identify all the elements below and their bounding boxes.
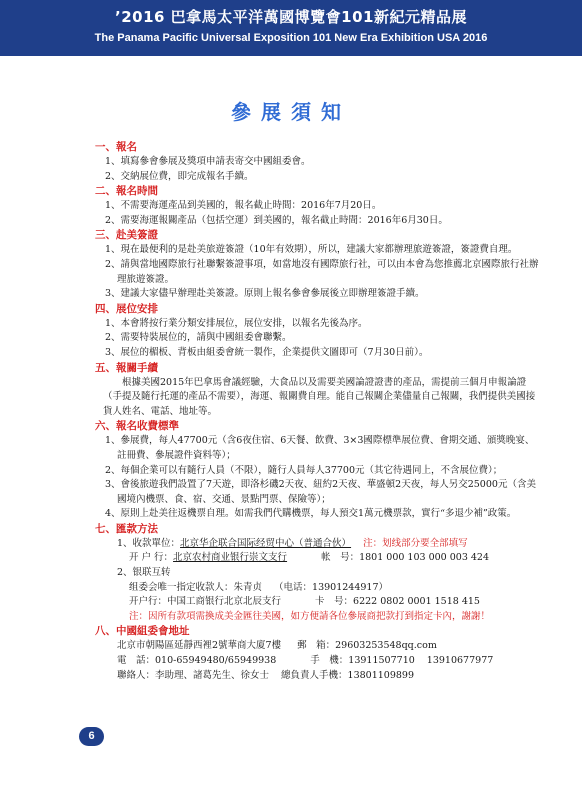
email-value: 29603253548qq.com <box>335 640 437 652</box>
banner-title-english: The Panama Pacific Universal Exposition 101 New Era Exhibition USA 2016 <box>94 32 488 44</box>
header-banner <box>0 0 582 56</box>
list-item: 3、會後旅遊我們設置了7天遊，即洛杉磯2天夜、紐約2天夜、華盛頓2天夜，每人另交25000元（含美國境內機票、食、宿、交通、景點門票、保險等）； <box>105 479 536 505</box>
contact-line <box>100 669 540 684</box>
list-item: 1、參展費，每人47700元（含6夜住宿、6天餐、飲費、3×3國際標準展位費、會期交通、頒獎晚宴、註冊費、參展證件資料等）； <box>105 435 535 461</box>
payee-label: 1、收款單位： <box>117 537 181 549</box>
list-item: 2、請與當地國際旅行社聯繫簽證事項，如當地沒有國際旅行社，可以由本會為您推薦北京國際旅行社辦理旅遊簽證。 <box>105 258 539 285</box>
section-heading-visa: 三、赴美簽證 <box>95 229 158 242</box>
remittance-notice: 注：因所有款項需換成美金匯往美國，如方便請各位參展商把款打到指定卡內，謝謝！ <box>129 610 491 622</box>
unionpay-line: 2、银联互转 <box>117 567 171 579</box>
section-heading-fees: 六、報名收費標準 <box>95 420 179 433</box>
section-heading-registration-time: 二、報名時間 <box>95 185 158 198</box>
account-label: 帐 号： <box>321 552 360 564</box>
gm-phone: 13801109899 <box>347 669 415 681</box>
payee-name: 北京华企联合国际经贸中心（普通合伙） <box>180 537 352 549</box>
email-label: 郵 箱： <box>297 640 336 652</box>
gm-label: 總負責人手機： <box>281 669 348 681</box>
document-body <box>95 140 540 683</box>
payee-line <box>100 537 540 552</box>
list-item: 2、需要海運報關產品（包括空運）到美國的，報名截止時間：2016年6月30日。 <box>105 214 448 226</box>
address-line <box>100 639 540 654</box>
bank-name: 北京农村商业银行崇文支行 <box>173 552 288 564</box>
list-item: 1、不需要海運產品到美國的，報名截止時間：2016年7月20日。 <box>105 200 382 212</box>
contact-people: 聯絡人：李助理、諸葛先生、徐女士 <box>117 669 270 681</box>
designated-payee-phone: （电话：13901244917） <box>274 581 389 593</box>
page-number-badge: 6 <box>79 727 104 746</box>
phone-line <box>100 654 540 669</box>
list-item: 2、需要特裝展位的，請與中國組委會聯繫。 <box>105 332 292 344</box>
section-heading-customs: 五、報關手續 <box>95 361 158 374</box>
card-bank-name: 中国工商银行北京北辰支行 <box>167 596 282 608</box>
list-item: 2、交納展位費，即完成報名手續。 <box>105 170 254 182</box>
card-bank-line <box>100 595 540 610</box>
list-item: 1、本會將按行業分類安排展位，展位安排，以報名先後為序。 <box>105 317 368 329</box>
card-number: 6222 0802 0001 1518 415 <box>353 596 480 608</box>
list-item: 4、原則上赴美往返機票自理。如需我們代購機票，每人預交1萬元機票款，實行“多退少補”政策。 <box>105 508 517 520</box>
list-item: 3、建議大家儘早辦理赴美簽證。原則上報名參會參展後立即辦理簽證手續。 <box>105 288 425 300</box>
customs-paragraph: 根據美國2015年巴拿馬會議經驗，大食品以及需要美國論證證書的產品，需提前三個月申報論證（手提及隨行托運的產品不需要），海運、報關費自理。能自己報關企業儘量自己報關，我們提供美國接貨人姓名、電話、地址等。 <box>103 376 536 417</box>
designated-payee-name: 朱青贞 <box>233 581 263 593</box>
bank-label: 开 户 行： <box>129 552 174 564</box>
designated-payee-line <box>100 581 540 596</box>
list-item: 1、現在最便利的是赴美旅遊簽證（10年有效期），所以，建議大家都辦理旅遊簽證，簽證費自理。 <box>105 244 518 256</box>
card-number-label: 卡 号： <box>315 596 354 608</box>
account-number: 1801 000 103 000 003 424 <box>359 552 490 564</box>
mobile-label: 手 機： <box>310 655 349 667</box>
section-heading-address: 八、中國組委會地址 <box>95 625 190 638</box>
section-heading-remittance: 七、匯款方法 <box>95 522 158 535</box>
mobile-2: 13910677977 <box>426 655 494 667</box>
tel-label: 電 話： <box>117 655 156 667</box>
address-text: 北京市朝陽區延靜西裡2號華商大廈7樓 <box>117 640 282 652</box>
card-bank-label: 开户行： <box>129 596 168 608</box>
list-item: 2、每個企業可以有隨行人員（不限），隨行人員每人37700元（其它待遇同上，不含展位費）； <box>105 464 503 476</box>
mobile-1: 13911507710 <box>348 655 415 667</box>
tel-value: 010-65949480/65949938 <box>155 655 277 667</box>
bank-line <box>100 551 540 566</box>
designated-payee-label: 组委会唯一指定收款人： <box>129 581 234 593</box>
list-item: 3、展位的楣板、背板由組委會統一製作，企業提供文圖即可（7月30日前）。 <box>105 346 429 358</box>
section-heading-booth: 四、展位安排 <box>95 302 158 315</box>
list-item: 1、填寫參會參展及獎項申請表寄交中國組委會。 <box>105 156 311 167</box>
banner-title-chinese: ’2016 巴拿馬太平洋萬國博覽會101新紀元精品展 <box>115 8 467 26</box>
section-heading-registration: 一、報名 <box>95 141 137 153</box>
page-title: 參展須知 <box>231 100 351 124</box>
payee-note: 注：划线部分要全部填写 <box>363 537 468 549</box>
